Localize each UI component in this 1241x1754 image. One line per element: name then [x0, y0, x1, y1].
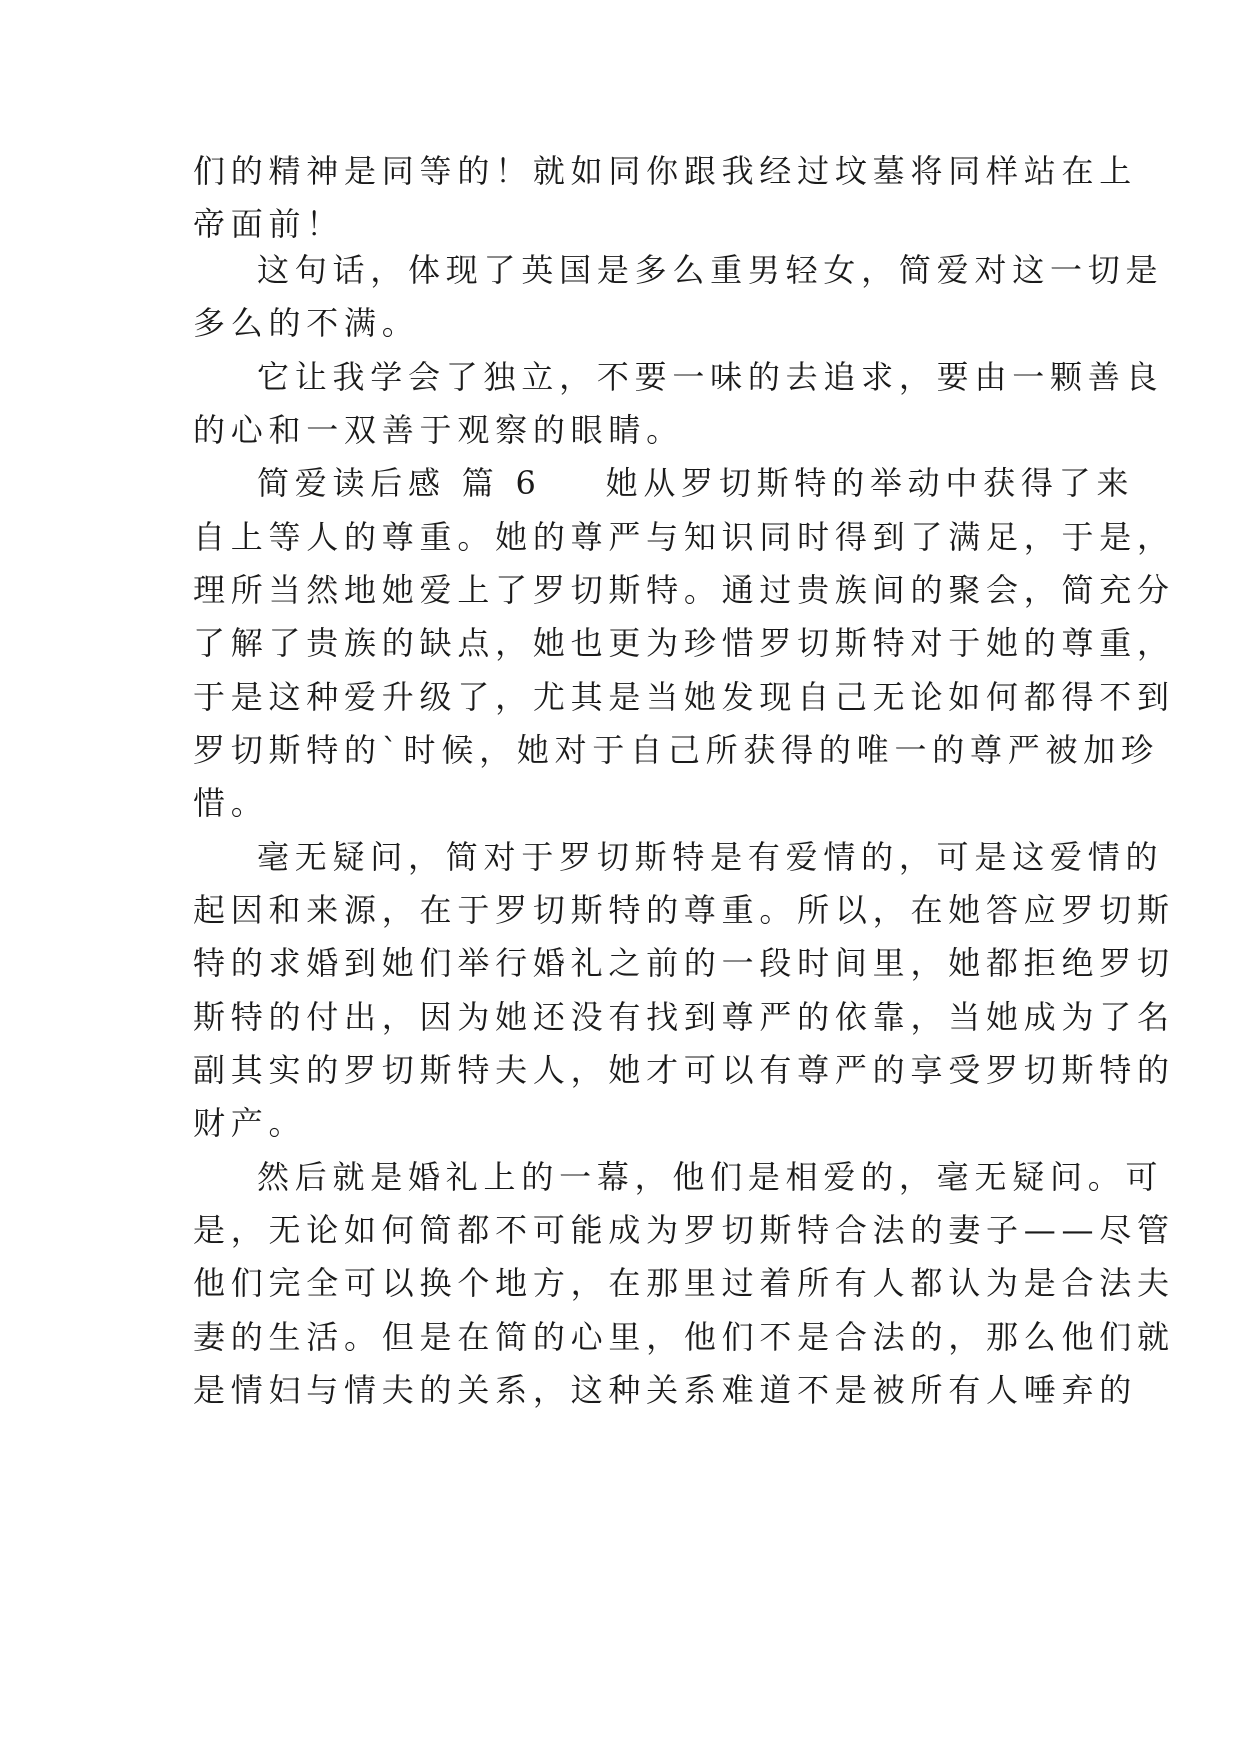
text-line: 毫无疑问，简对于罗切斯特是有爱情的，可是这爱情的 — [257, 838, 1164, 876]
section-heading-line — [257, 463, 1135, 503]
text-line: 的心和一双善于观察的眼睛。 — [193, 411, 684, 449]
section-number: 篇 6 — [461, 464, 542, 502]
section-first-line: 她从罗切斯特的举动中获得了来 — [605, 464, 1135, 502]
text-line: 是情妇与情夫的关系，这种关系难道不是被所有人唾弃的 — [193, 1371, 1138, 1409]
text-line: 理所当然地她爱上了罗切斯特。通过贵族间的聚会，简充分 — [193, 571, 1175, 609]
text-line: 了解了贵族的缺点，她也更为珍惜罗切斯特对于她的尊重， — [193, 624, 1175, 662]
text-line: 自上等人的尊重。她的尊严与知识同时得到了满足，于是， — [193, 518, 1175, 556]
text-line: 斯特的付出，因为她还没有找到尊严的依靠，当她成为了名 — [193, 998, 1175, 1036]
text-line: 特的求婚到她们举行婚礼之前的一段时间里，她都拒绝罗切 — [193, 944, 1175, 982]
text-line: 多么的不满。 — [193, 304, 420, 342]
text-line: 们的精神是同等的！就如同你跟我经过坟墓将同样站在上 — [193, 152, 1138, 190]
text-line: 他们完全可以换个地方，在那里过着所有人都认为是合法夫 — [193, 1264, 1175, 1302]
text-line: 然后就是婚礼上的一幕，他们是相爱的，毫无疑问。可 — [257, 1158, 1164, 1196]
section-title: 简爱读后感 — [257, 464, 446, 502]
text-line: 惜。 — [193, 784, 269, 822]
text-line: 罗切斯特的`时候，她对于自己所获得的唯一的尊严被加珍 — [193, 731, 1159, 769]
text-line: 于是这种爱升级了，尤其是当她发现自己无论如何都得不到 — [193, 678, 1175, 716]
text-line: 副其实的罗切斯特夫人，她才可以有尊严的享受罗切斯特的 — [193, 1051, 1175, 1089]
text-line: 是，无论如何简都不可能成为罗切斯特合法的妻子——尽管 — [193, 1211, 1175, 1249]
text-line: 妻的生活。但是在简的心里，他们不是合法的，那么他们就 — [193, 1318, 1175, 1356]
text-line: 这句话，体现了英国是多么重男轻女，简爱对这一切是 — [257, 251, 1164, 289]
text-line: 财产。 — [193, 1104, 307, 1142]
text-line: 帝面前！ — [193, 205, 345, 243]
text-line: 起因和来源，在于罗切斯特的尊重。所以，在她答应罗切斯 — [193, 891, 1175, 929]
text-line: 它让我学会了独立，不要一味的去追求，要由一颗善良 — [257, 358, 1164, 396]
